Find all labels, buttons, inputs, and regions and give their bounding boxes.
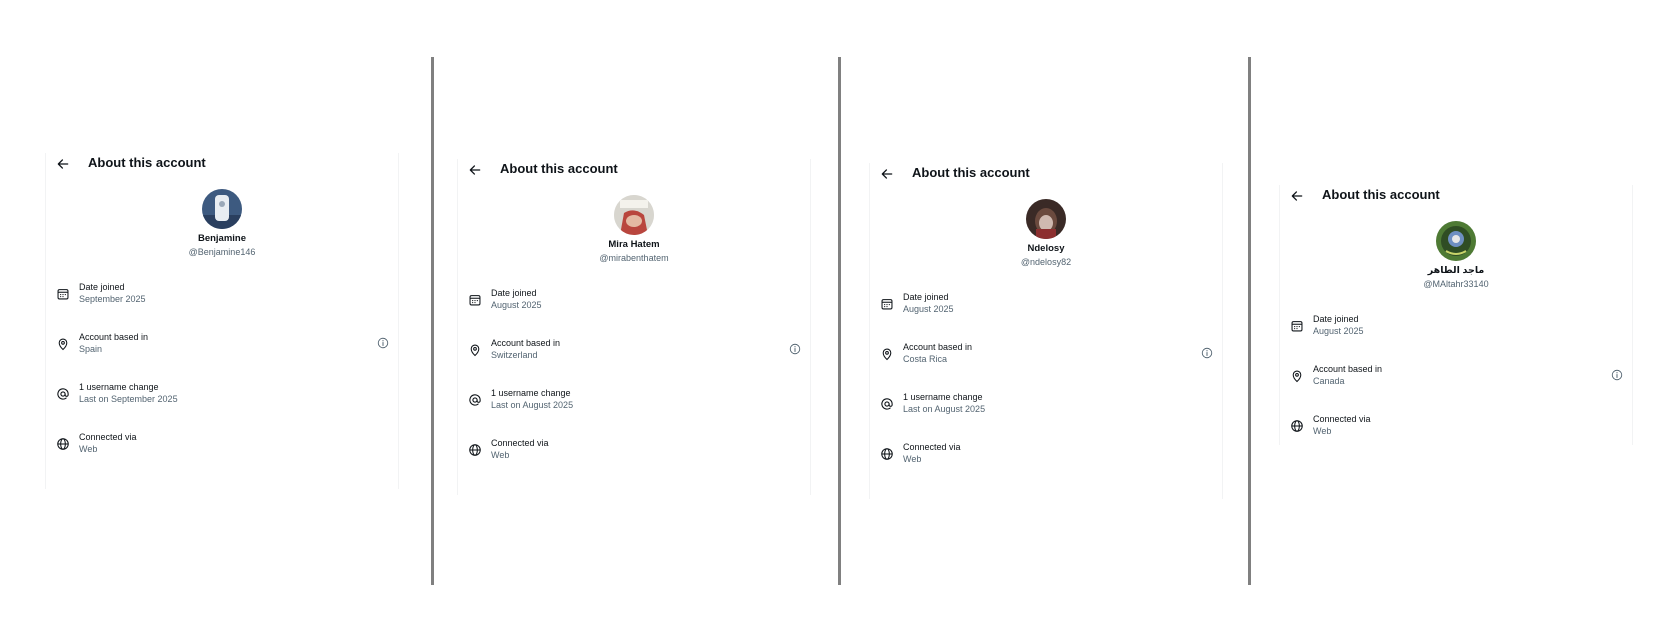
detail-label: Connected via — [491, 438, 549, 448]
account-details-list — [1280, 312, 1632, 448]
detail-row — [870, 340, 1222, 376]
about-account-panel — [45, 153, 399, 489]
detail-value: August 2025 — [491, 300, 542, 310]
detail-row — [458, 386, 810, 422]
detail-value: Web — [79, 444, 98, 454]
username-handle: @Benjamine146 — [188, 247, 256, 257]
detail-label: Account based in — [1313, 364, 1383, 374]
page-title: About this account — [88, 155, 206, 170]
calendar-icon — [1290, 319, 1304, 333]
calendar-icon — [880, 297, 894, 311]
detail-row — [870, 390, 1222, 426]
location-pin-icon — [56, 337, 70, 351]
location-pin-icon — [1290, 369, 1304, 383]
detail-label: Connected via — [903, 442, 961, 452]
detail-value: September 2025 — [79, 294, 146, 304]
display-name: Mira Hatem — [608, 239, 660, 250]
panel-header — [1280, 185, 1632, 207]
calendar-icon — [56, 287, 70, 301]
profile-summary — [458, 195, 810, 264]
page-title: About this account — [912, 165, 1030, 180]
panel-divider — [838, 57, 841, 585]
about-account-panel — [869, 163, 1223, 499]
detail-label: Account based in — [491, 338, 561, 348]
avatar[interactable] — [202, 189, 242, 229]
back-arrow-icon[interactable] — [468, 163, 482, 177]
back-arrow-icon[interactable] — [1290, 189, 1304, 203]
detail-label: 1 username change — [491, 388, 571, 398]
location-pin-icon — [468, 343, 482, 357]
username-handle: @mirabenthatem — [599, 253, 669, 263]
detail-label: Account based in — [79, 332, 149, 342]
at-sign-icon — [56, 387, 70, 401]
profile-summary — [1280, 221, 1632, 290]
display-name: Ndelosy — [1027, 243, 1065, 254]
detail-label: Date joined — [1313, 314, 1359, 324]
detail-row — [870, 290, 1222, 326]
about-account-panel — [1279, 185, 1633, 445]
display-name: ماجد الطاهر — [1427, 265, 1485, 276]
globe-icon — [1290, 419, 1304, 433]
page-title: About this account — [1322, 187, 1440, 202]
info-icon[interactable] — [1201, 347, 1213, 359]
account-details-list — [870, 290, 1222, 476]
location-pin-icon — [880, 347, 894, 361]
detail-row — [1280, 312, 1632, 348]
info-icon[interactable] — [377, 337, 389, 349]
detail-row — [458, 336, 810, 372]
detail-value: Canada — [1313, 376, 1345, 386]
detail-row — [46, 330, 398, 366]
detail-value: Spain — [79, 344, 103, 354]
account-details-list — [458, 286, 810, 472]
detail-value: Web — [491, 450, 510, 460]
detail-value: Web — [1313, 426, 1332, 436]
detail-label: Date joined — [491, 288, 537, 298]
back-arrow-icon[interactable] — [880, 167, 894, 181]
avatar[interactable] — [614, 195, 654, 235]
avatar[interactable] — [1436, 221, 1476, 261]
display-name: Benjamine — [197, 233, 247, 244]
detail-value: Last on September 2025 — [79, 394, 178, 404]
detail-label: Connected via — [79, 432, 137, 442]
detail-value: Last on August 2025 — [903, 404, 986, 414]
detail-value: Costa Rica — [903, 354, 948, 364]
panel-divider — [1248, 57, 1251, 585]
profile-summary — [870, 199, 1222, 268]
username-handle: @MAltahr33140 — [1423, 279, 1489, 289]
detail-label: 1 username change — [79, 382, 159, 392]
username-handle: @ndelosy82 — [1020, 257, 1072, 267]
panel-header — [458, 159, 810, 181]
detail-label: Connected via — [1313, 414, 1371, 424]
detail-row — [46, 430, 398, 466]
detail-label: 1 username change — [903, 392, 983, 402]
at-sign-icon — [468, 393, 482, 407]
info-icon[interactable] — [789, 343, 801, 355]
page-title: About this account — [500, 161, 618, 176]
detail-row — [1280, 362, 1632, 398]
avatar[interactable] — [1026, 199, 1066, 239]
detail-value: Web — [903, 454, 922, 464]
detail-value: Last on August 2025 — [491, 400, 574, 410]
detail-value: August 2025 — [1313, 326, 1364, 336]
account-details-list — [46, 280, 398, 466]
detail-label: Date joined — [903, 292, 949, 302]
at-sign-icon — [880, 397, 894, 411]
detail-row — [870, 440, 1222, 476]
about-account-panel — [457, 159, 811, 495]
calendar-icon — [468, 293, 482, 307]
detail-value: August 2025 — [903, 304, 954, 314]
panel-header — [870, 163, 1222, 185]
detail-row — [1280, 412, 1632, 448]
globe-icon — [56, 437, 70, 451]
detail-row — [458, 436, 810, 472]
profile-summary — [46, 189, 398, 258]
globe-icon — [468, 443, 482, 457]
detail-row — [46, 280, 398, 316]
detail-row — [46, 380, 398, 416]
globe-icon — [880, 447, 894, 461]
detail-label: Date joined — [79, 282, 125, 292]
back-arrow-icon[interactable] — [56, 157, 70, 171]
detail-value: Switzerland — [491, 350, 538, 360]
panel-divider — [431, 57, 434, 585]
detail-label: Account based in — [903, 342, 973, 352]
info-icon[interactable] — [1611, 369, 1623, 381]
detail-row — [458, 286, 810, 322]
panel-header — [46, 153, 398, 175]
